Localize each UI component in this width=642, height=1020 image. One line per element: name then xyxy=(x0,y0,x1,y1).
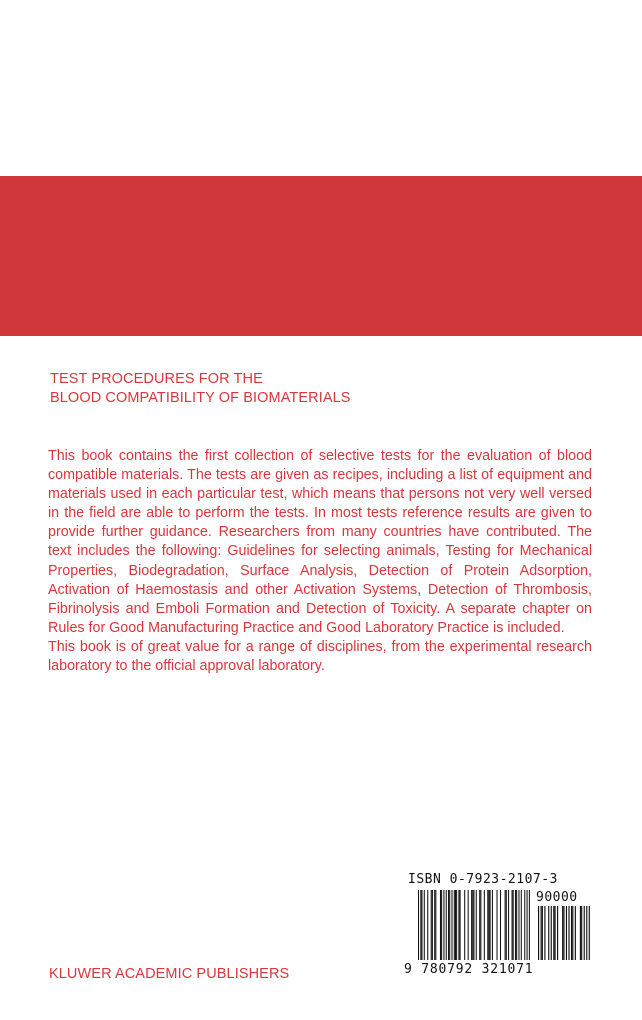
barcode-bar xyxy=(500,890,501,960)
barcode-bar xyxy=(455,890,456,960)
addon-bar xyxy=(557,906,558,960)
barcode-bar xyxy=(472,890,473,960)
barcode-bar xyxy=(516,890,517,960)
addon-bar xyxy=(551,906,552,960)
barcode-bar xyxy=(506,890,507,960)
barcode-bar xyxy=(424,890,425,960)
barcode-bar xyxy=(521,890,522,960)
book-description xyxy=(48,447,592,676)
addon-bar xyxy=(541,906,542,960)
barcode-bar xyxy=(492,890,493,960)
barcode-bar xyxy=(479,890,480,960)
addon-bar xyxy=(538,906,539,960)
addon-bar xyxy=(575,906,576,960)
barcode-bar xyxy=(449,890,450,960)
book-title-line-2: BLOOD COMPATIBILITY OF BIOMATERIALS xyxy=(50,390,351,406)
book-title-line-1: TEST PROCEDURES FOR THE xyxy=(50,371,263,387)
barcode-bar xyxy=(484,890,485,960)
barcode-bar xyxy=(441,890,442,960)
addon-bar xyxy=(584,906,585,960)
barcode-bar xyxy=(488,890,489,960)
barcode-bar xyxy=(518,890,519,960)
barcode-bar xyxy=(440,890,441,960)
ean-bar-group xyxy=(418,890,530,960)
barcode-bar xyxy=(460,890,461,960)
barcode-bar xyxy=(487,890,488,960)
barcode-bar xyxy=(476,890,477,960)
addon-bar xyxy=(548,906,549,960)
barcode-bar xyxy=(431,890,432,960)
barcode-addon-digits: 90000 xyxy=(536,890,578,905)
addon-bar-group xyxy=(538,906,590,960)
isbn-number: ISBN 0-7923-2107-3 xyxy=(408,872,558,887)
barcode-bar xyxy=(473,890,474,960)
addon-bar xyxy=(562,906,563,960)
barcode-bar xyxy=(508,890,509,960)
barcode-bar xyxy=(515,890,516,960)
addon-bar xyxy=(553,906,554,960)
barcode-bar xyxy=(418,890,419,960)
barcode-bar xyxy=(497,890,498,960)
isbn-barcode xyxy=(404,872,594,980)
barcode-bar xyxy=(527,890,528,960)
barcode-bar xyxy=(529,890,530,960)
barcode-bar xyxy=(458,890,459,960)
barcode-bar xyxy=(421,890,422,960)
barcode-bar xyxy=(480,890,481,960)
barcode-bar xyxy=(432,890,433,960)
barcode-bar xyxy=(427,890,428,960)
barcode-bar xyxy=(513,890,514,960)
barcode-bar xyxy=(435,890,436,960)
book-title xyxy=(50,370,550,408)
barcode-bar xyxy=(524,890,525,960)
addon-bar xyxy=(572,906,573,960)
barcode-bar xyxy=(464,890,465,960)
addon-bar xyxy=(544,906,545,960)
addon-bar xyxy=(571,906,572,960)
barcode-bar xyxy=(454,890,455,960)
barcode-bar xyxy=(451,890,452,960)
publisher-name: KLUWER ACADEMIC PUBLISHERS xyxy=(49,966,290,982)
addon-bar xyxy=(581,906,582,960)
addon-bar xyxy=(589,906,590,960)
description-paragraph-2: This book is of great value for a range of disciplines, from the experimental research laboratory to the official approval laboratory. xyxy=(48,638,592,675)
barcode-bar xyxy=(456,890,457,960)
addon-bar xyxy=(580,906,581,960)
addon-bar xyxy=(568,906,569,960)
barcode-bar xyxy=(420,890,421,960)
barcode-bar xyxy=(443,890,444,960)
addon-bar xyxy=(566,906,567,960)
barcode-bar xyxy=(468,890,469,960)
addon-bar xyxy=(554,906,555,960)
barcode-bar xyxy=(448,890,449,960)
barcode-bar xyxy=(490,890,491,960)
addon-bar xyxy=(563,906,564,960)
barcode-bar xyxy=(434,890,435,960)
ean-digits: 9 780792 321071 xyxy=(404,962,534,977)
barcode-bar xyxy=(512,890,513,960)
description-paragraph-1: This book contains the first collection of selective tests for the evaluation of blood compatible materials. The tests are given as recipes, including a list of equipment and materials used in each particular test, which means that persons not very well versed in the field are able to perform the tests. In most tests reference results are given to provide further guidance. Researchers from many countries have contributed. The text includes the following: Guidelines for selecting animals, Testing for Mechanical Properties, Biodegradation, Surface Analysis, Detection of Protein Adsorption, Activation of Haemostasis and other Activation Systems, Detection of Thrombosis, Fibrinolysis and Emboli Formation and Detection of Toxicity. A separate chapter on Rules for Good Manufacturing Practice and Good Laboratory Practice is included. xyxy=(48,448,592,636)
cover-color-band xyxy=(0,176,642,336)
barcode-bar xyxy=(505,890,506,960)
addon-bar xyxy=(542,906,543,960)
barcode-bar xyxy=(446,890,447,960)
barcode-bar xyxy=(471,890,472,960)
addon-bar xyxy=(586,906,587,960)
